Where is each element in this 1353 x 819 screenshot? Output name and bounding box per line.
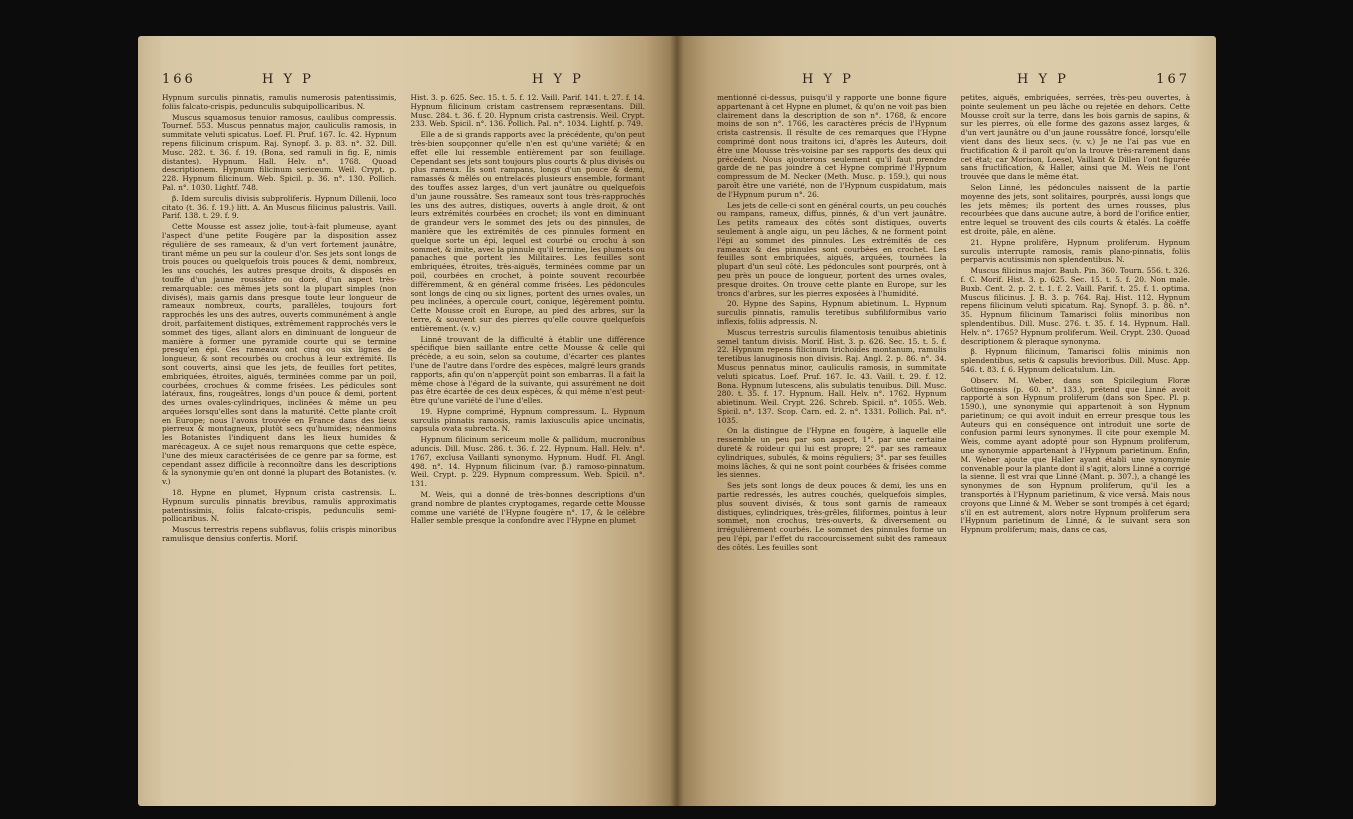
paragraph: M. Weis, qui a donné de très-bonnes descriptions d'un grand nombre de plantes cryptogames, regarde cette Mousse comme une variété de l'Hypne fougère n°. 17, & le célèbre Haller semble presque la confondre avec l'Hypne en plumet: [410, 490, 645, 526]
right-page-number: 167: [1156, 72, 1190, 87]
paragraph: Ses jets sont longs de deux pouces & demi, les uns en partie redressés, les autres couchés, quelquefois simples, plus souvent divisés, & tous sont garnis de rameaux distiques, cylindriques, très-grêles, filiformes, pointus à leur sommet, non crochus, très-ouverts, & diversement ou irrégulièrement courbés. Le sommet des pinnules forme un peu l'épi, par l'effet du raccourcissement subit des rameaux des côtés. Les feuilles sont: [717, 481, 947, 552]
paragraph: On la distingue de l'Hypne en fougère, à laquelle elle ressemble un peu par son aspect, 1°. par une certaine dureté & roideur qui lui est propre; 2°. par ses rameaux cylindriques, subulés, & moins réguliers; 3°. par ses feuilles moins lâches, & qui ne sont point courbées & frisées comme les siennes.: [717, 426, 947, 480]
paragraph: 18. Hypne en plumet, Hypnum crista castrensis. L. Hypnum surculis pinnatis brevibus, ramulis approximatis patentissimis, foliis falcato-crispis, pedunculis semi-pollicaribus. N.: [162, 488, 397, 524]
paragraph: Muscus filicinus major. Bauh. Pin. 360. Tourn. 556. t. 326. f. C. Morif. Hist. 3. p. 625. Sec. 15. t. 5. f. 20. Non male. Buxb. Cent. 2. p. 2. t. 1. f. 2. Vaill. Parif. t. 25. f. 1. optima. Muscus filicinus. J. B. 3. p. 764. Raj. Hist. 112. Hypnum repens filicinum veluti spicatum. Raj. Synopf. 3. p. 86. n°. 35. Hypnum filicinum Tamarisci foliis minoribus non splendentibus. Dill. Musc. 276. t. 35. f. 14. Hypnum. Hall. Helv. n°. 1765? Hypnum proliferum. Weil. Crypt. 230. Quoad descriptionem & pleraque synonyma.: [960, 266, 1190, 346]
left-column-2: [411, 94, 646, 792]
paragraph: β. Hypnum filicinum, Tamarisci foliis minimis non splendentibus, setis & capsulis brevioribus. Dill. Musc. App. 546. t. 83. f. 6. Hypnum delicatulum. Lin.: [960, 347, 1190, 374]
paragraph: 21. Hypne prolifère, Hypnum proliferum. Hypnum surculis interrupte ramosis, ramis plano-pinnatis, foliis perparvis acutissimis non splendentibus. N.: [960, 237, 1190, 265]
paragraph: Muscus terrestris repens subflavus, foliis crispis minoribus ramulisque densius confertis. Morif.: [162, 525, 397, 544]
paragraph: β. Idem surculis divisis subproliferis. Hypnum Dillenii, loco citato (t. 36. f. 19.) litt. A. An Muscus filicinus palustris. Vaill. Parif. 138. t. 29. f. 9.: [162, 193, 397, 221]
right-page: [677, 36, 1216, 806]
paragraph: Elle a de si grands rapports avec la précédente, qu'on peut très-bien soupçonner qu'elle n'en est qu'une variété; & en effet elle lui ressemble entièrement par son feuillage. Cependant ses jets sont toujours plus courts & plus divisés ou plus rameux. Ils sont rampans, longs d'un pouce & demi, ramassés & mêlés ou entrelacés plusieurs ensemble, formant des touffes assez larges, d'un vert jaunâtre ou quelquefois d'un jaune roussâtre. Ses rameaux sont tous très-rapprochés les uns des autres, distiques, ouverts à angle droit, & ont leurs extrémités courbées en crochet; ils vont en diminuant de grandeur vers le sommet des jets ou des pinnules, de manière que les extrémités de ces pinnules forment en quelque sorte un épi, lequel est courbé ou crochu à son sommet, & imite, avec la pinnule qu'il termine, les plumets ou panaches que portent les Militaires. Les feuilles sont embriquées, étroites, très-aiguës, terminées comme par un poil, courbées en crochet, à pointe souvent recourbée différemment, & en général comme frisées. Les pédoncules sont longs de cinq ou six lignes, portent des urnes ovales, un peu inclinées, à opercule court, conique, légèrement pointu. Cette Mousse croît en Europe, au pied des arbres, sur la terre, & souvent sur des pierres qu'elle couvre quelquefois entièrement. (v. v.): [410, 130, 645, 333]
right-page-columns: [717, 94, 1190, 792]
paragraph: Observ. M. Weber, dans son Spicilegium Floræ Gottingensis (p. 60. n°. 133.), prétend que Linné avoit rapporté à son Hypnum proliferum (dans son Spec. Pl. p. 1590.), une synonymie qui appartenoit à son Hypnum parietinum; ce qui avoit induit en erreur presque tous les Auteurs qui en conséquence ont introduit une sorte de confusion parmi leurs synonymes. Il cite pour exemple M. Weis, comme ayant adopté pour son Hypnum proliferum, une synonymie appartenant à l'Hypnum parietinum. Enfin, M. Weber ajoute que Haller ayant établi une synonymie convenable pour la plante dont il s'agit, alors Linné a corrigé la sienne. Il est vrai que Linné (Mant. p. 307.), a changé les synonymes de son Hypnum proliferum, qu'il les a transportés à l'Hypnum parietinum, & vice versâ. Mais nous croyons que Linné & M. Weber se sont trompés à cet égard; s'il en est autrement, alors notre Hypnum proliferum sera l'Hypnum parietinum de Linné, & le suivant sera son Hypnum proliferum; mais, dans ce cas,: [960, 375, 1190, 535]
paragraph: Muscus squamosus tenuior ramosus, caulibus compressis. Tournef. 553. Muscus pennatus major, cauliculis ramosis, in summitate veluti spicatus. Loef. Fl. Pruf. 167. Ic. 42. Hypnum repens filicinum crispum. Raj. Synopf. 3. p. 83. n°. 32. Dill. Musc. 282. t. 36. f. 19. (Bona, sed ramuli in fig. E, nimis distantes). Hypnum. Hall. Helv. n°. 1768. Quoad descriptionem. Hypnum filicinum sericeum. Weil. Crypt. p. 228. Hypnum filicinum. Web. Spicil. p. 36. n°. 130. Pollich. Pal. n°. 1030. Lightf. 748.: [162, 112, 397, 192]
paragraph: 20. Hypne des Sapins, Hypnum abietinum. L. Hypnum surculis pinnatis, ramulis teretibus subfiliformibus vario inflexis, foliis adpressis. N.: [717, 299, 947, 326]
paragraph: petites, aiguës, embriquées, serrées, très-peu ouvertes, à pointe seulement un peu lâche ou rejetée en dehors. Cette Mousse croît sur la terre, dans les bois garnis de sapins, & sur les pierres, où elle forme des gazons assez larges, & d'un vert jaunâtre ou d'un jaune roussâtre foncé, lorsqu'elle vient dans des lieux secs. (v. v.) Je ne l'ai pas vue en fructification & il paroît qu'on la trouve très-rarement dans cet état; car Morison, Loesel, Vaillant & Dillen l'ont figurée sans fructification, & Haller, ainsi que M. Weis ne l'ont trouvée que dans le même état.: [960, 94, 1190, 182]
left-page-columns: [162, 94, 645, 792]
paragraph: Hypnum surculis pinnatis, ramulis numerosis patentissimis, foliis falcato-crispis, pedunculis subquipollicaribus. N.: [162, 94, 397, 111]
right-running-head: [717, 72, 1190, 90]
right-column-1: [717, 94, 947, 792]
paragraph: Hypnum filicinum sericeum molle & pallidum, mucronibus aduncis. Dill. Musc. 286. t. 36. f. 22. Hypnum. Hall. Helv. n°. 1767, exclusa Vaillanti synonymo. Hypnum. Hudf. Fl. Angl. 498. n°. 14. Hypnum filicinum (var. β.) ramoso-pinnatum. Weil. Crypt. p. 229. Hypnum compressum. Web. Spicil. n°. 131.: [410, 435, 645, 489]
paragraph: Linné trouvant de la difficulté à établir une différence spécifique bien saillante entre cette Mousse & celle qui précède, a eu soin, selon sa coutume, d'écarter ces plantes l'une de l'autre dans l'ordre des espèces, malgré leurs grands rapports, afin qu'on n'apperçût point son embarras. Il a fait la même chose à l'égard de la suivante, qui assurément ne doit pas être écartée de ces deux espèces, & qui même n'est peut-être qu'une variété de l'une d'elles.: [410, 334, 645, 406]
right-head-title-2: H Y P: [1017, 72, 1069, 87]
paragraph: Selon Linné, les pédoncules naissent de la partie moyenne des jets, sont solitaires, pourprés, aussi longs que les jets mêmes; ils portent des urnes rousses, plus recourbées que dans aucune autre, à bord de l'orifice entier, entre lequel se trouvent des cils courts & étalés. La coëffe est droite, pâle, en alène.: [960, 182, 1190, 236]
paragraph: Hist. 3. p. 625. Sec. 15. t. 5. f. 12. Vaill. Parif. 141. t. 27. f. 14. Hypnum filicinum cristam castrensem repræsentans. Dill. Musc. 284. t. 36. f. 20. Hypnum crista castrensis. Weil. Crypt. 233. Web. Spicil. n°. 136. Pollich. Pal. n°. 1034. Lightf. p. 749.: [410, 94, 645, 129]
left-head-title-1: H Y P: [262, 72, 314, 87]
paragraph: Cette Mousse est assez jolie, tout-à-fait plumeuse, ayant l'aspect d'une petite Fougère par la disposition assez régulière de ses rameaux, & d'un vert fortement jaunâtre, tirant même un peu sur la couleur d'or. Ses jets sont longs de trois pouces ou quelquefois trois pouces & demi, nombreux, les uns couchés, les autres presque droits, & disposés en touffe d'un jaune roussâtre ou doré, d'un aspect très-remarquable: ces mêmes jets sont la plupart simples (non divisés), mais garnis dans presque toute leur longueur de rameaux nombreux, courts, parallèles, toujours fort rapprochés les uns des autres, ouverts communément à angle droit, parfaitement distiques, extrêmement rapprochés vers le sommet des tiges, allant alors en diminuant de longueur de manière à former une pyramide courte qui se termine presqu'en épi. Ces rameaux ont cinq ou six lignes de longueur, & sont recourbés ou crochus à leur extrémité. Ils sont couverts, ainsi que les jets, de feuilles fort petites, embriquées, étroites, aiguës, terminées comme par un poil, courbées, crochues & comme frisées. Les pédicules sont latéraux, fins, rougeâtres, longs d'un pouce & demi, portent des urnes ovales-cylindriques, inclinées & même un peu arquées lorsqu'elles sont dans la maturité. Cette plante croît en Europe; nous l'avons trouvée en France dans des lieux pierreux & montagneux, plutôt secs qu'humides; néanmoins les Botanistes l'indiquent dans les lieux humides & marécageux. A ce sujet nous remarquons que cette espèce, l'une des mieux caractérisées de ce genre par sa forme, est cependant assez difficile à reconnoître dans les descriptions & la synonymie qu'en ont donné la plupart des Botanistes. (v. v.): [162, 222, 397, 487]
left-head-title-2: H Y P: [532, 72, 584, 87]
left-page-number: 166: [162, 72, 196, 87]
paragraph: Les jets de celle-ci sont en général courts, un peu couchés ou rampans, rameux, diffus, pinnés, & d'un vert jaunâtre. Les petits rameaux des côtés sont distiques, ouverts seulement à angle aigu, un peu lâches, & ne forment point l'épi au sommet des pinnules. Les extrémités de ces rameaux & des pinnules sont courbées en crochet. Les feuilles sont embriquées, aiguës, arquées, tournées la plupart d'un seul côté. Les pédoncules sont pourprés, ont à peu près un pouce de longueur, portent des urnes ovales, presque droites. On trouve cette plante en Europe, sur les troncs d'arbres, sur les pierres exposées à l'humidité.: [717, 200, 947, 298]
paragraph: Muscus terrestris surculis filamentosis tenuibus abietinis semel tantum divisis. Morif. Hist. 3. p. 626. Sec. 15. t. 5. f. 22. Hypnum repens filicinum trichoides montanum, ramulis teretibus lanuginosis non divisis. Raj. Angl. 2. p. 86. n°. 34. Muscus pennatus minor, cauliculis ramosis, in summitate veluti spicatus. Loef. Pruf. 167. Ic. 43. Vaill. t. 29. f. 12. Bona. Hypnum lutescens, alis subulatis tenuibus. Dill. Musc. 280. t. 35. f. 17. Hypnum. Hall. Helv. n°. 1762. Hypnum abietinum. Weil. Crypt. 226. Schreb. Spicil. n°. 1055. Web. Spicil. n°. 137. Scop. Carn. ed. 2. n°. 1331. Pollich. Pal. n°. 1035.: [717, 327, 947, 425]
left-running-head: [162, 72, 645, 90]
open-book: [138, 36, 1216, 806]
right-column-2: [961, 94, 1191, 792]
left-column-1: [162, 94, 397, 792]
left-page: [138, 36, 677, 806]
right-head-title-1: H Y P: [802, 72, 854, 87]
paragraph: mentionné ci-dessus, puisqu'il y rapporte une bonne figure appartenant à cet Hypne en plumet, & qu'on ne voit pas bien clairement dans la description de son n°. 1768, & encore moins de son n°. 1766, les caractères précis de l'Hypnum crista castrensis. Il résulte de ces remarques que l'Hypne comprimé dont nous traitons ici, d'après les Auteurs, doit être une Mousse très-voisine par ses rapports des deux qui précèdent. Nous ajouterons seulement qu'il faut prendre garde de ne pas joindre à cet Hypne comprimé l'Hypnum compressum de M. Necker (Meth. Musc. p. 159.), qui nous paroît être une variété, non de l'Hypnum cuspidatum, mais de l'Hypnum purum n°. 26.: [717, 94, 947, 199]
paragraph: 19. Hypne comprimé, Hypnum compressum. L. Hypnum surculis pinnatis ramosis, ramis laxiusculis apice uncinatis, capsula ovata subrecta. N.: [410, 406, 645, 434]
